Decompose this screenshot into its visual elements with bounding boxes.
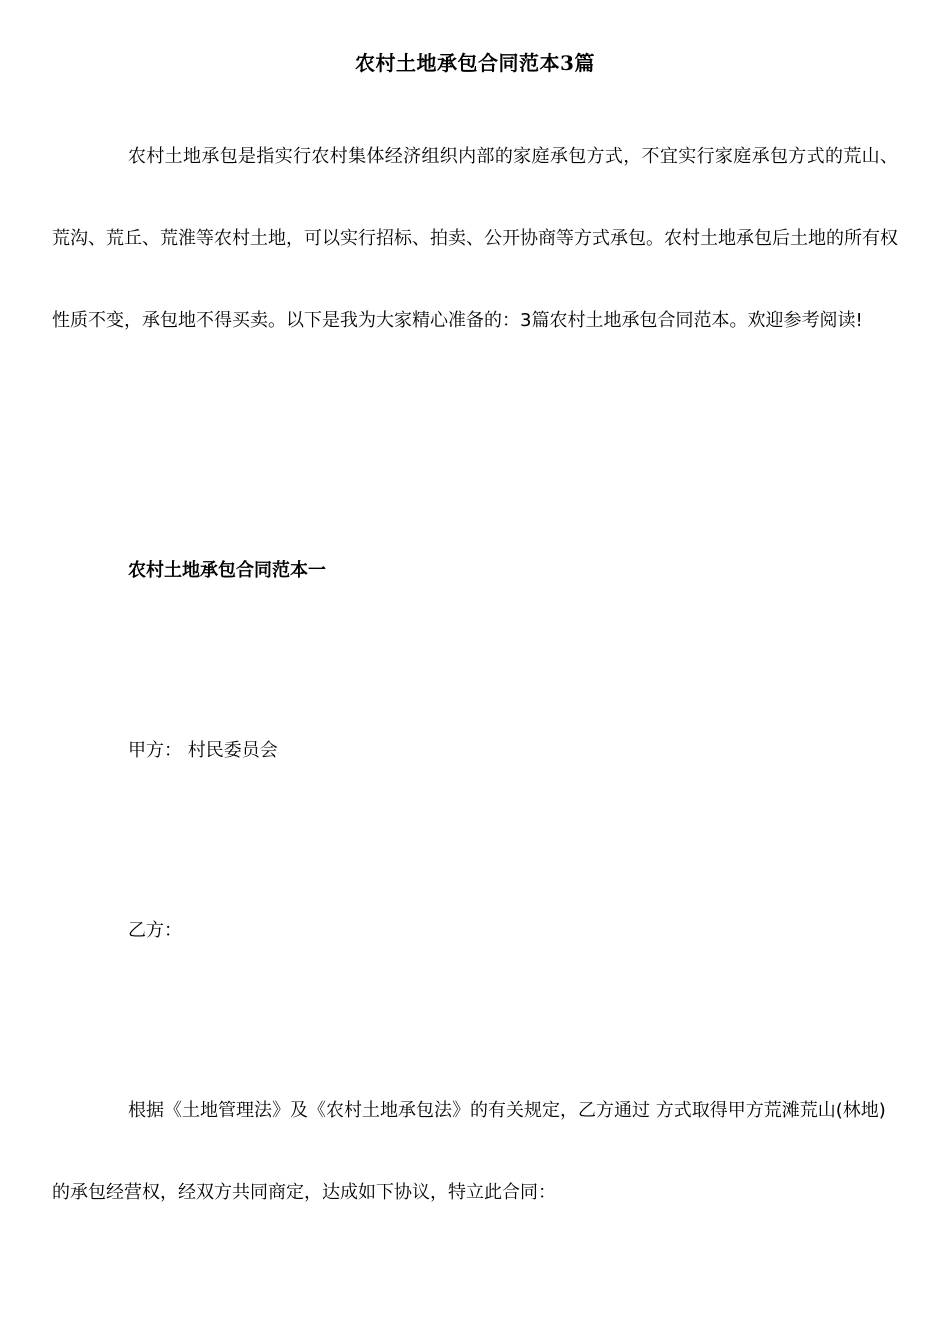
section-heading: 农村土地承包合同范本一 bbox=[128, 560, 326, 581]
document-title: 农村土地承包合同范本3篇 bbox=[355, 51, 595, 75]
party-a-line: 甲方： 村民委员会 bbox=[128, 740, 278, 761]
party-b-line: 乙方： bbox=[128, 920, 182, 941]
intro-paragraph: 农村土地承包是指实行农村集体经济组织内部的家庭承包方式，不宜实行家庭承包方式的荒山、荒沟、荒丘、荒淮等农村土地，可以实行招标、拍卖、公开协商等方式承包。农村土地承包后土地的所有权性质不变，承包地不得买卖。以下是我为大家精心准备的：3篇农村土地承包合同范本。欢迎参考阅读! bbox=[52, 146, 898, 331]
contract-body-paragraph: 根据《土地管理法》及《农村土地承包法》的有关规定，乙方通过 方式取得甲方荒滩荒山(林地)的承包经营权，经双方共同商定，达成如下协议，特立此合同： bbox=[52, 1100, 886, 1203]
